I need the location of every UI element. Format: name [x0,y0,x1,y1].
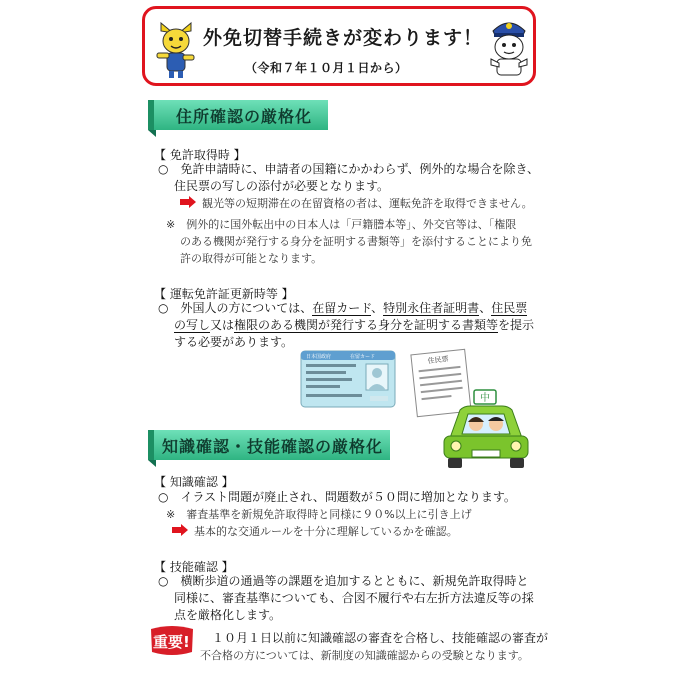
underlined-text: 権限のある機関が発行する身分を証明する書類等 [234,318,499,332]
footnote: ※ 例外的に国外転出中の日本人は「戸籍謄本等」、外交官等は、「権限 [166,218,517,231]
header-box [142,6,536,86]
card-header-text: 日本国政府 [306,354,332,360]
card-label-text: 在留カード [350,354,376,360]
arrow-note-text: 基本的な交通ルールを十分に理解しているかを確認。 [194,525,458,538]
arrow-note [172,523,458,540]
heading-license-renewal: 【 運転免許証更新時等 】 [154,287,294,301]
underlined-text: の写し [174,318,211,332]
important-text: 不合格の方については、新制度の知識確認からの受験となります。 [200,649,529,662]
arrow-note [180,195,533,212]
footnote: ※ 審査基準を新規免許取得時と同様に９０%以上に引き上げ [166,508,472,521]
doc-label-text: 住民票 [427,355,449,366]
body-text: ○ 横断歩道の通過等の課題を追加するとともに、新規免許取得時と [158,574,529,588]
body-text [158,300,527,317]
heading-knowledge-check: 【 知識確認 】 [154,475,234,489]
text-part: を提示 [498,318,535,332]
police-mascot-icon [485,15,533,79]
section-title: 住所確認の厳格化 [176,107,313,126]
car-illustration [440,388,532,472]
body-text: ○ 免許申請時に、申請者の国籍にかかわらず、例外的な場合を除き、 [158,162,540,176]
important-stamp-icon [148,624,196,658]
heading-license-acquisition: 【 免許取得時 】 [154,148,246,162]
section-banner-knowledge-skill [148,430,390,460]
body-text: ○ イラスト問題が廃止され、問題数が５０問に増加となります。 [158,490,516,504]
arrow-right-icon [172,524,188,536]
stamp-text: 重要! [153,633,190,651]
underlined-text: 住民票 [491,301,528,315]
page-title: 外免切替手続きが変わります！ [203,27,484,49]
arrow-right-icon [180,196,196,208]
page-subtitle: （令和７年１０月１日から） [245,61,408,75]
footnote: のある機関が発行する身分を証明する書類等」を添付することにより免 [180,235,532,248]
text-part: 、 [371,301,384,315]
arrow-note-text: 観光等の短期滞在の在留資格の者は、運転免許を取得できません。 [202,197,533,210]
footnote: 許の取得が可能となります。 [180,252,323,265]
section-banner-address [148,100,328,130]
underlined-text: 特別永住者証明書 [383,301,480,315]
important-text: １０月１日以前に知識確認の審査を合格し、技能確認の審査が [212,631,549,645]
text-part: 又は [210,318,235,332]
body-text: 点を厳格化します。 [174,608,282,622]
heading-skill-check: 【 技能確認 】 [154,560,234,574]
mascot-left-icon [153,17,199,79]
underlined-text: 在留カード [312,301,372,315]
residence-card-illustration [300,350,396,408]
body-text: 住民票の写しの添付が必要となります。 [174,179,390,193]
body-text [174,317,534,334]
body-text: 同様に、審査基準についても、合図不履行や右左折方法違反等の採 [174,591,534,605]
learner-badge-text: 中 [480,393,490,404]
body-text: する必要があります。 [174,335,294,349]
text-part: 、 [479,301,492,315]
text-part: ○ 外国人の方については、 [158,301,313,315]
section-title: 知識確認・技能確認の厳格化 [162,437,384,456]
